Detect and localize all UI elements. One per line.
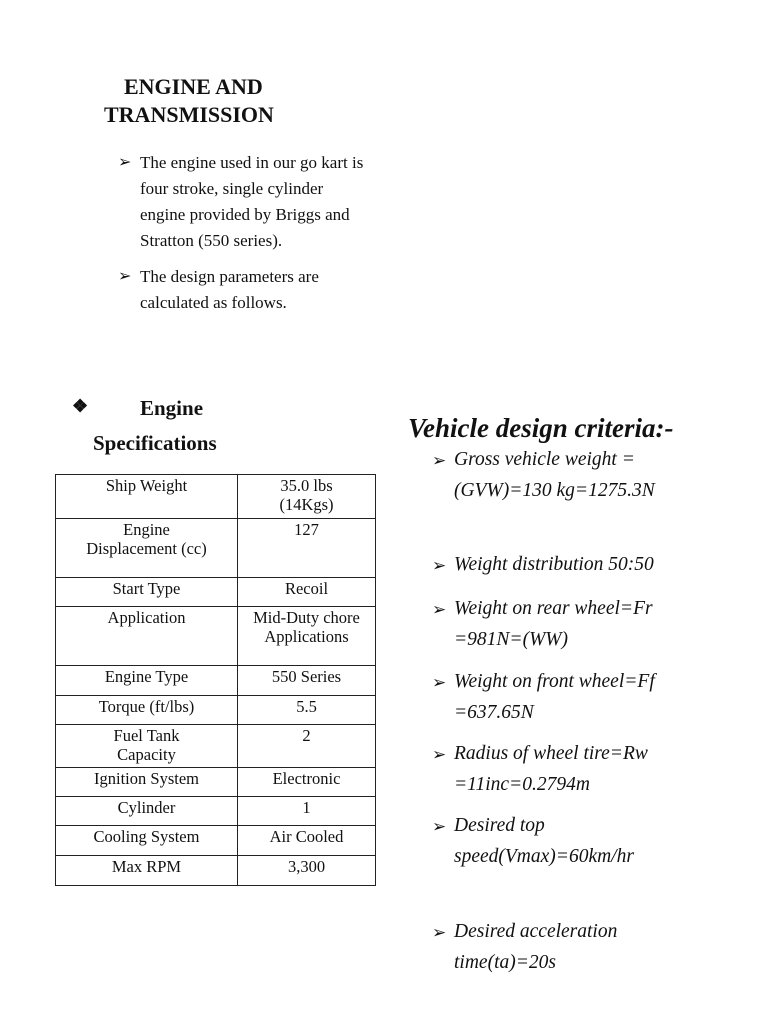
spec-value-cell: 1 [238,797,376,826]
criteria-item [432,738,752,800]
criteria-item-text: Radius of wheel tire=Rw =11inc=0.2794m [454,743,648,795]
criteria-item [432,444,752,506]
intro-item [118,264,368,316]
table-row [56,475,376,519]
table-row [56,578,376,607]
page-title [104,73,324,129]
arrow-bullet-icon: ➢ [432,556,447,575]
spec-name-cell: Ignition System [56,768,238,797]
spec-name-cell: Max RPM [56,856,238,886]
intro-item [118,150,368,254]
intro-item-text: The design parameters are calculated as follows. [140,267,319,312]
arrow-bullet-icon: ➢ [432,600,447,619]
spec-value-cell: 127 [238,519,376,578]
table-row [56,607,376,666]
criteria-item [432,666,752,728]
arrow-bullet-icon: ➢ [432,817,447,836]
spec-name-cell: Cooling System [56,826,238,856]
spec-name-cell: Start Type [56,578,238,607]
criteria-item [432,916,752,978]
section-heading-word-1: Engine [140,396,204,420]
table-row [56,768,376,797]
spec-value-cell: Electronic [238,768,376,797]
vehicle-design-criteria-title: Vehicle design criteria:- [408,413,674,443]
table-row [56,797,376,826]
spec-value-text: 35.0 lbs (14Kgs) [279,476,334,514]
criteria-item [432,549,752,580]
spec-name-cell [56,519,238,578]
spec-name-cell: Cylinder [56,797,238,826]
criteria-item-text: Desired acceleration time(ta)=20s [454,921,618,973]
spec-value-cell: 3,300 [238,856,376,886]
page-title-line-2: TRANSMISSION [104,102,274,127]
arrow-bullet-icon: ➢ [118,154,132,171]
spec-name-cell: Engine Type [56,666,238,696]
criteria-item [432,593,752,655]
spec-value-cell [238,475,376,519]
table-row [56,725,376,768]
arrow-bullet-icon: ➢ [432,745,447,764]
criteria-item-text: Weight on rear wheel=Fr =981N=(WW) [454,598,653,650]
criteria-item-text: Gross vehicle weight =(GVW)=130 kg=1275.3N [454,449,655,501]
spec-name-cell: Application [56,607,238,666]
engine-spec-table [55,474,376,886]
spec-value-cell: 550 Series [238,666,376,696]
spec-value-cell: Air Cooled [238,826,376,856]
spec-value-cell [238,607,376,666]
arrow-bullet-icon: ➢ [432,673,447,692]
table-row [56,519,376,578]
spec-name-text: Fuel Tank Capacity [113,726,180,764]
table-row [56,696,376,725]
arrow-bullet-icon: ➢ [432,923,447,942]
spec-name-cell: Ship Weight [56,475,238,519]
spec-name-cell [56,725,238,768]
spec-value-cell: 5.5 [238,696,376,725]
criteria-item-text: Weight distribution 50:50 [454,554,654,575]
criteria-item [432,810,752,872]
arrow-bullet-icon: ➢ [118,268,132,285]
spec-name-cell: Torque (ft/lbs) [56,696,238,725]
spec-value-text: Mid-Duty chore Applications [253,608,360,646]
spec-value-cell: Recoil [238,578,376,607]
intro-list [118,150,368,326]
arrow-bullet-icon: ➢ [432,451,447,470]
spec-value-cell: 2 [238,725,376,768]
page-title-line-1: ENGINE AND [124,74,263,99]
table-row [56,856,376,886]
table-row [56,826,376,856]
table-row [56,666,376,696]
section-heading-word-2: Specifications [93,431,217,455]
criteria-item-text: Desired top speed(Vmax)=60km/hr [454,815,634,867]
diamond-bullet-icon: ❖ [72,396,89,416]
spec-name-text: Engine Displacement (cc) [86,520,207,558]
intro-item-text: The engine used in our go kart is four stroke, single cylinder engine provided by Briggs and Stratton (550 series). [140,153,364,250]
criteria-item-text: Weight on front wheel=Ff =637.65N [454,671,655,723]
